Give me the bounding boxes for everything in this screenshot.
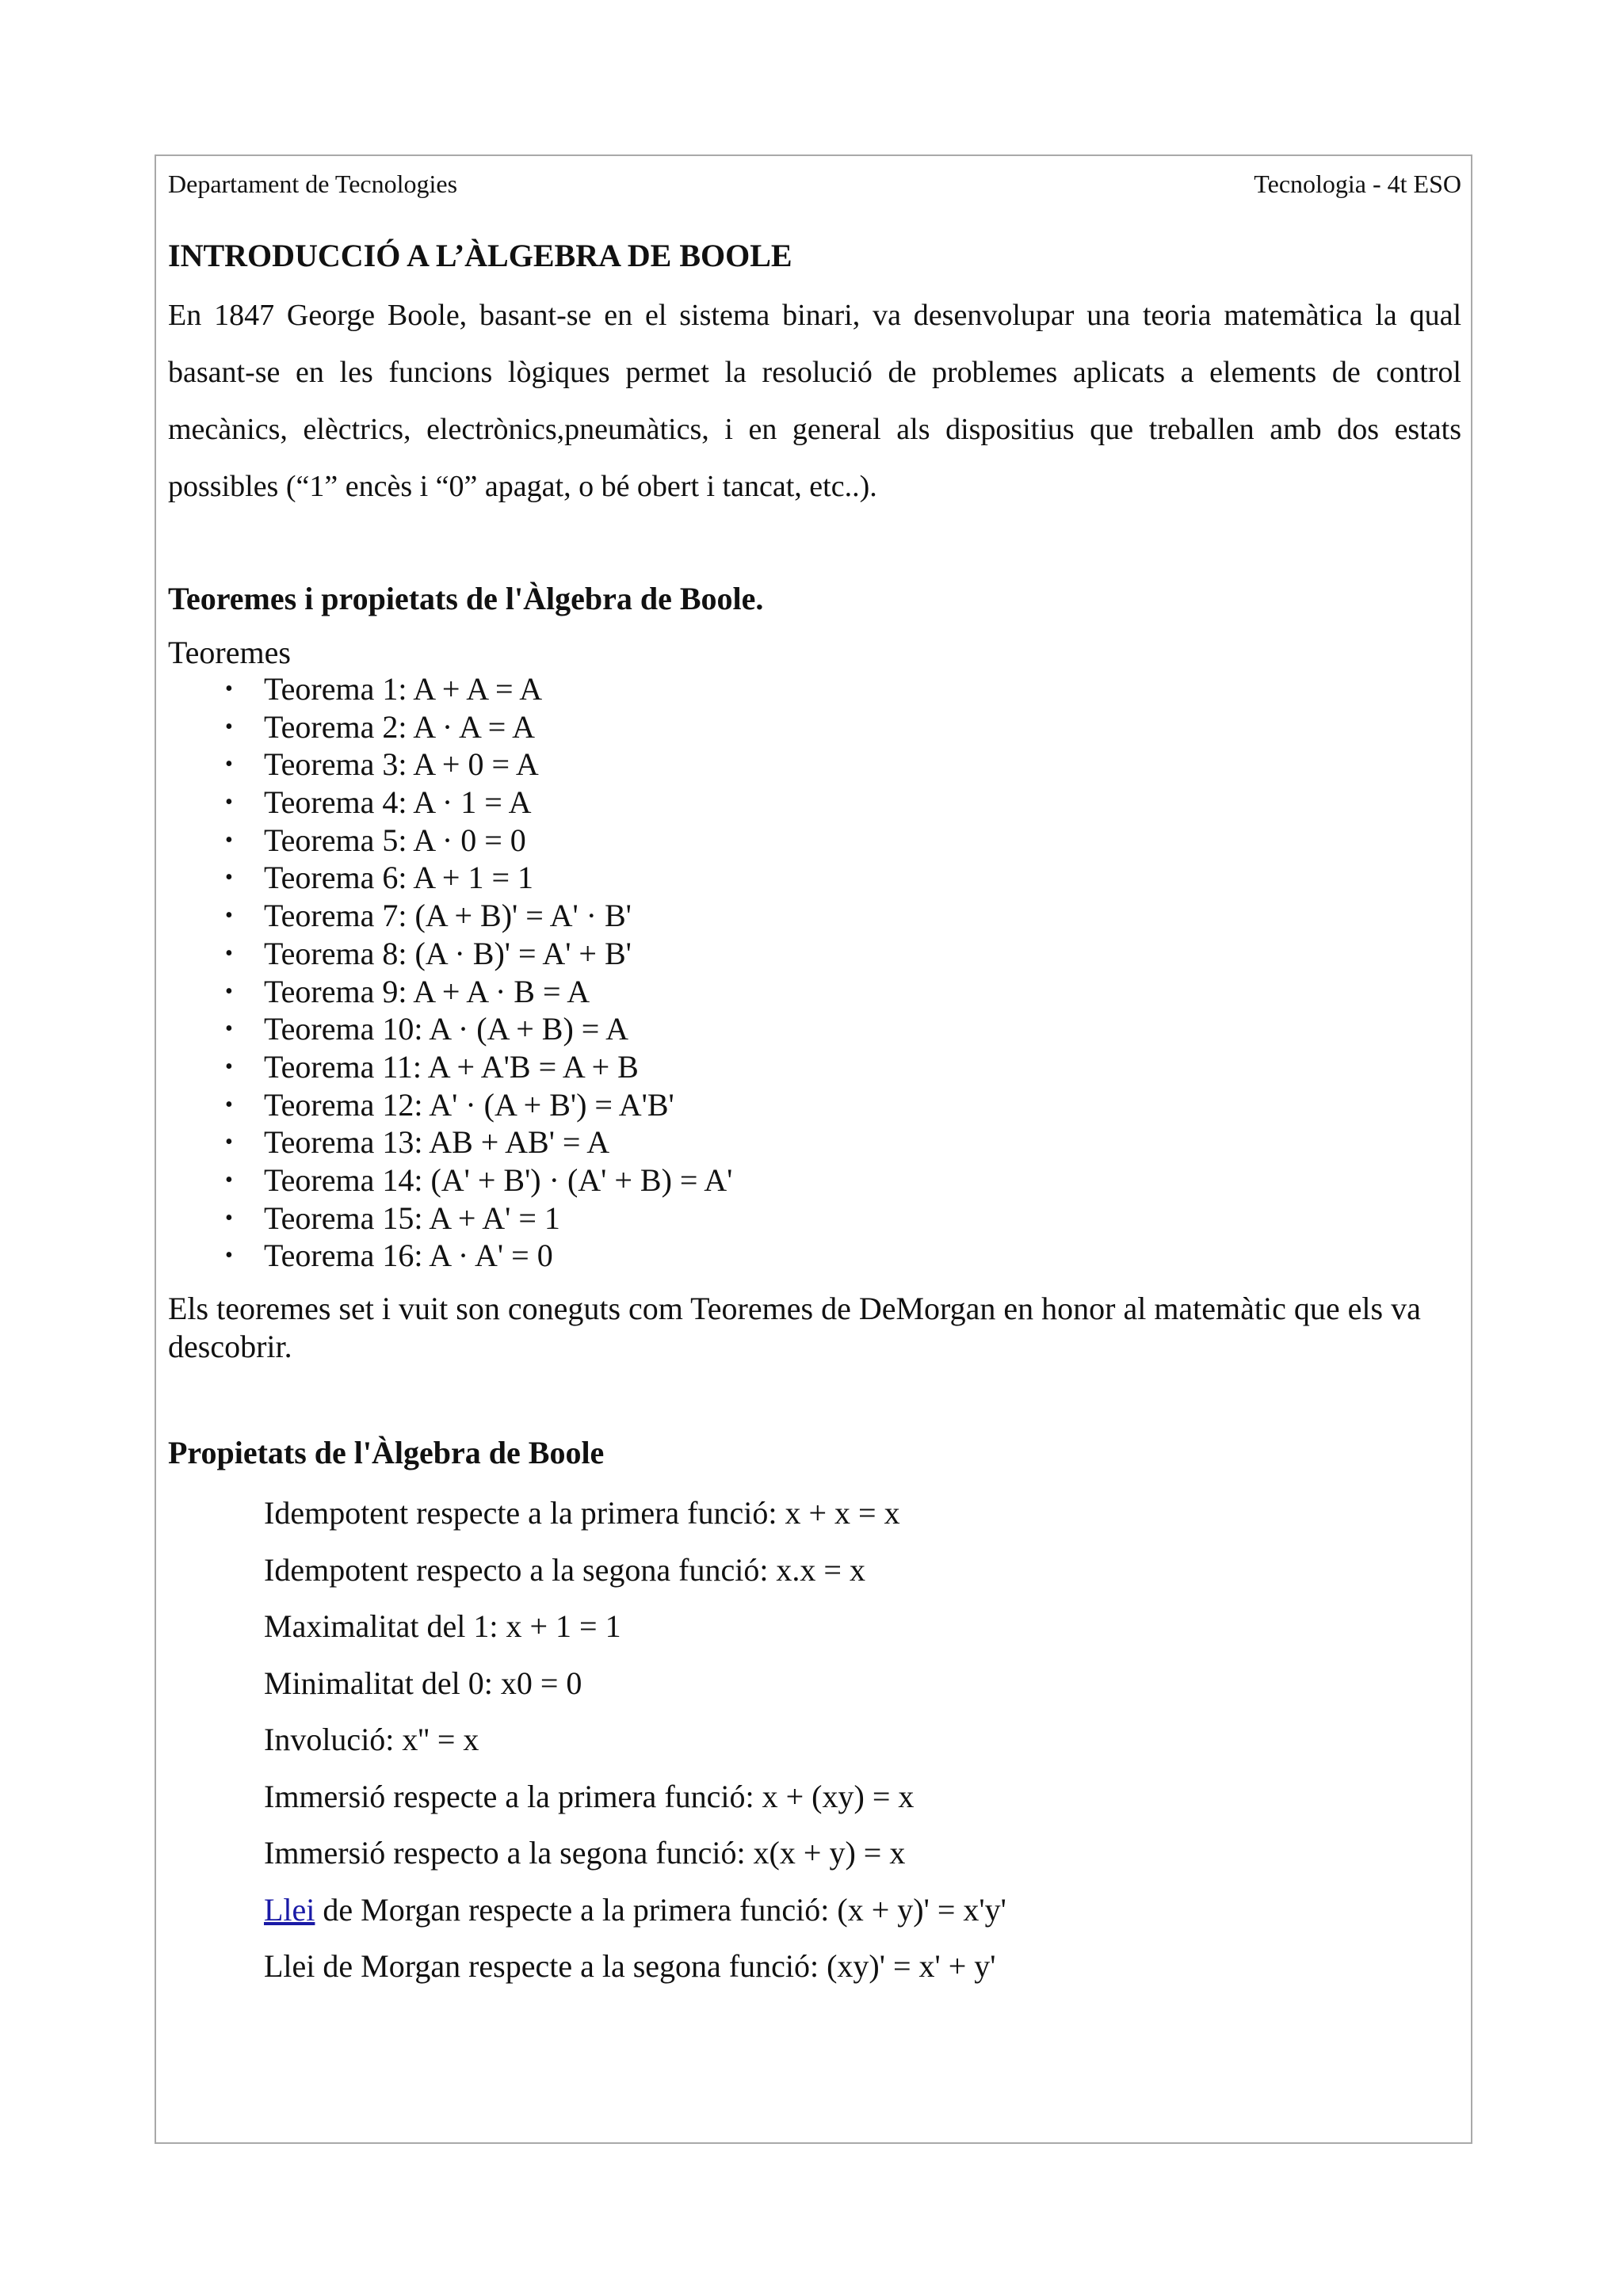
theorem-item <box>168 1123 732 1161</box>
theorem-item <box>168 935 732 973</box>
bullet-icon: • <box>225 940 233 966</box>
theorem-text: Teorema 7: (A + B)' = A' · B' <box>264 898 632 934</box>
theorem-item <box>168 859 732 897</box>
theorem-text: Teorema 16: A · A' = 0 <box>264 1238 553 1274</box>
header-course: Tecnologia - 4t ESO <box>1254 170 1461 198</box>
bullet-icon: • <box>225 865 233 891</box>
theorem-item <box>168 708 732 746</box>
theorem-text: Teorema 10: A · (A + B) = A <box>264 1011 629 1047</box>
bullet-icon: • <box>225 1054 233 1079</box>
theorem-item <box>168 1161 732 1199</box>
property-item: Maximalitat del 1: x + 1 = 1 <box>264 1608 621 1644</box>
property-item: Immersió respecto a la segona funció: x(x + y) = x <box>264 1835 906 1871</box>
theorem-item <box>168 746 732 784</box>
theorem-item <box>168 1237 732 1275</box>
theorem-item <box>168 1086 732 1124</box>
theorem-text: Teorema 8: (A · B)' = A' + B' <box>264 935 632 971</box>
theorem-text: Teorema 15: A + A' = 1 <box>264 1199 560 1236</box>
bullet-icon: • <box>225 790 233 815</box>
header-department: Departament de Tecnologies <box>168 170 458 198</box>
theorem-text: Teorema 9: A + A · B = A <box>264 973 590 1009</box>
property-item-morgan-1 <box>264 1882 1006 1939</box>
bullet-icon: • <box>225 827 233 852</box>
theorem-text: Teorema 3: A + 0 = A <box>264 746 539 783</box>
theorem-item <box>168 822 732 860</box>
theorem-text: Teorema 14: (A' + B') · (A' + B) = A' <box>264 1161 733 1198</box>
theorem-item <box>168 1199 732 1238</box>
bullet-icon: • <box>225 752 233 777</box>
property-item: Immersió respecte a la primera funció: x + (xy) = x <box>264 1778 915 1814</box>
morgan-1-text: de Morgan respecte a la primera funció: (x + y)' = x'y' <box>315 1891 1006 1928</box>
bullet-icon: • <box>225 677 233 701</box>
document-title: INTRODUCCIÓ A L’ÀLGEBRA DE BOOLE <box>168 238 792 273</box>
section-heading-teoremes-propietats: Teoremes i propietats de l'Àlgebra de Boole. <box>168 581 764 616</box>
theorem-item <box>168 897 732 935</box>
theorem-text: Teorema 2: A · A = A <box>264 708 535 745</box>
property-item: Idempotent respecte a la primera funció: x + x = x <box>264 1495 900 1531</box>
bullet-icon: • <box>225 1167 233 1192</box>
theorem-text: Teorema 5: A · 0 = 0 <box>264 822 526 858</box>
theorem-text: Teorema 13: AB + AB' = A <box>264 1124 610 1161</box>
theorem-list <box>168 670 732 1275</box>
section-heading-propietats: Propietats de l'Àlgebra de Boole <box>168 1435 605 1470</box>
theorem-text: Teorema 4: A · 1 = A <box>264 784 532 821</box>
bullet-icon: • <box>225 903 233 929</box>
demorgan-note: Els teoremes set i vuit son coneguts com Teoremes de DeMorgan en honor al matemàtic que els va descobrir. <box>168 1291 1421 1364</box>
property-item: Minimalitat del 0: x0 = 0 <box>264 1665 582 1701</box>
property-item: Involució: x'' = x <box>264 1722 479 1757</box>
property-list <box>264 1485 1006 1995</box>
theorem-text: Teorema 6: A + 1 = 1 <box>264 860 534 896</box>
property-item: Idempotent respecto a la segona funció: x.x = x <box>264 1551 865 1588</box>
theorem-text: Teorema 1: A + A = A <box>264 671 543 707</box>
theorem-item <box>168 1048 732 1086</box>
bullet-icon: • <box>225 1130 233 1155</box>
bullet-icon: • <box>225 978 233 1004</box>
intro-paragraph: En 1847 George Boole, basant-se en el sistema binari, va desenvolupar una teoria matemàtica la qual basant-se en les funcions lògiques permet la resolució de problemes aplicats a elements de control mecànics, elèctrics, electrònics,pneumàtics, i en general als dispositius que treballen amb dos estats possibles (“1” encès i “0” apagat, o bé obert i tancat, etc..). <box>168 299 1461 503</box>
bullet-icon: • <box>225 1092 233 1117</box>
subheading-teoremes: Teoremes <box>168 635 291 670</box>
bullet-icon: • <box>225 1016 233 1042</box>
llei-link[interactable]: Llei <box>264 1891 315 1928</box>
property-item-morgan-2: Llei de Morgan respecte a la segona funció: (xy)' = x' + y' <box>264 1948 996 1984</box>
bullet-icon: • <box>225 1243 233 1268</box>
theorem-item <box>168 670 732 708</box>
bullet-icon: • <box>225 1205 233 1230</box>
theorem-item <box>168 1010 732 1048</box>
theorem-item <box>168 784 732 822</box>
bullet-icon: • <box>225 714 233 739</box>
theorem-item <box>168 973 732 1011</box>
theorem-text: Teorema 11: A + A'B = A + B <box>264 1048 639 1085</box>
theorem-text: Teorema 12: A' · (A + B') = A'B' <box>264 1086 674 1123</box>
